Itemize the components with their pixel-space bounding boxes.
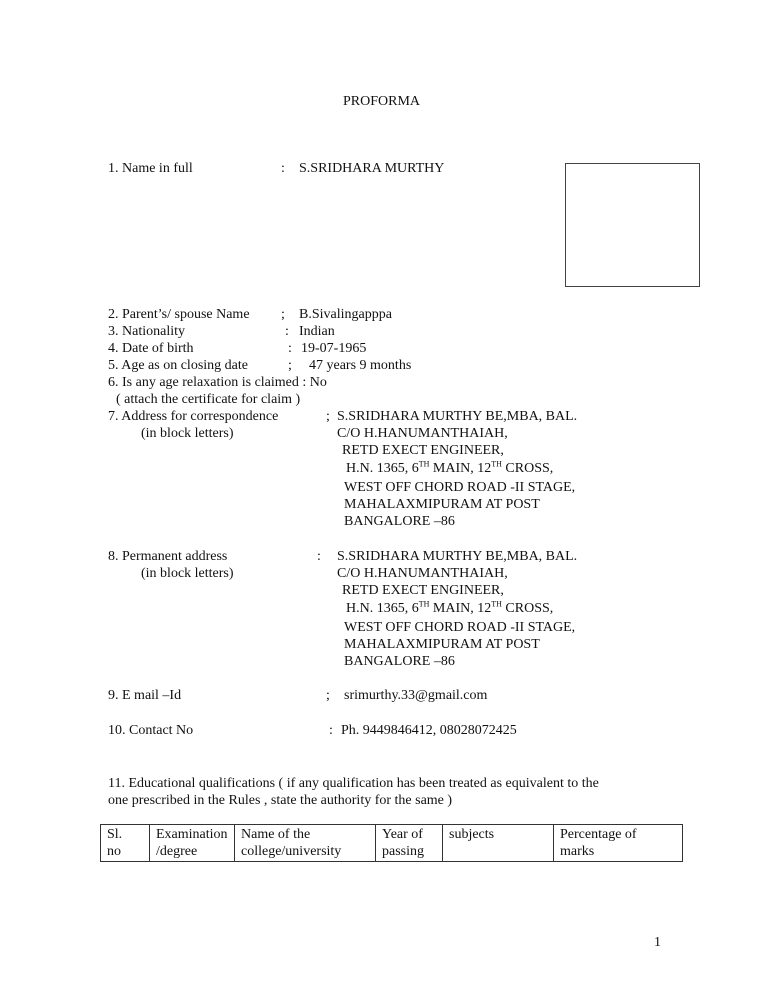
age-relaxation-text: 6. Is any age relaxation is claimed : No bbox=[108, 375, 327, 390]
age-sep: ; bbox=[288, 358, 292, 373]
correspondence-line5: WEST OFF CHORD ROAD -II STAGE, bbox=[344, 480, 576, 495]
parent-label: 2. Parent’s/ spouse Name bbox=[108, 307, 250, 322]
header-college: Name of the college/university bbox=[235, 825, 376, 862]
permanent-line5: WEST OFF CHORD ROAD -II STAGE, bbox=[344, 620, 576, 635]
header-sl-no: Sl. no bbox=[101, 825, 150, 862]
nationality-sep: : bbox=[285, 324, 289, 339]
nationality-label: 3. Nationality bbox=[108, 324, 185, 339]
header-percentage: Percentage of marks bbox=[554, 825, 683, 862]
correspondence-label: 7. Address for correspondence bbox=[108, 409, 279, 424]
table-header-row bbox=[101, 825, 683, 862]
dob-sep: : bbox=[288, 341, 292, 356]
email-sep: ; bbox=[326, 688, 330, 703]
permanent-line4: H.N. 1365, 6TH MAIN, 12TH CROSS, bbox=[346, 599, 554, 616]
education-text-line1: 11. Educational qualifications ( if any qualification has been treated as equivalent to the bbox=[108, 776, 599, 791]
parent-value: B.Sivalingapppa bbox=[299, 307, 392, 322]
dob-label: 4. Date of birth bbox=[108, 341, 194, 356]
permanent-line1: S.SRIDHARA MURTHY BE,MBA, BAL. bbox=[337, 549, 578, 564]
contact-value: Ph. 9449846412, 08028072425 bbox=[341, 723, 517, 738]
contact-label: 10. Contact No bbox=[108, 723, 194, 738]
permanent-line6: MAHALAXMIPURAM AT POST bbox=[344, 637, 540, 652]
correspondence-line6: MAHALAXMIPURAM AT POST bbox=[344, 497, 540, 512]
permanent-line3: RETD EXECT ENGINEER, bbox=[342, 583, 504, 598]
education-text-line2: one prescribed in the Rules , state the authority for the same ) bbox=[108, 793, 453, 808]
age-label: 5. Age as on closing date bbox=[108, 358, 248, 373]
nationality-value: Indian bbox=[299, 324, 335, 339]
name-sep: : bbox=[281, 161, 285, 176]
age-relaxation-note: ( attach the certificate for claim ) bbox=[116, 392, 301, 407]
header-subjects: subjects bbox=[443, 825, 554, 862]
permanent-line2: C/O H.HANUMANTHAIAH, bbox=[337, 566, 508, 581]
email-value: srimurthy.33@gmail.com bbox=[344, 688, 488, 703]
permanent-sep: : bbox=[317, 549, 321, 564]
correspondence-sep: ; bbox=[326, 409, 330, 424]
permanent-line7: BANGALORE –86 bbox=[344, 654, 455, 669]
page-title: PROFORMA bbox=[343, 94, 421, 109]
photo-box bbox=[565, 163, 700, 287]
parent-sep: ; bbox=[281, 307, 285, 322]
header-year: Year of passing bbox=[376, 825, 443, 862]
name-value: S.SRIDHARA MURTHY bbox=[299, 161, 445, 176]
correspondence-sub-label: (in block letters) bbox=[141, 426, 234, 441]
correspondence-line3: RETD EXECT ENGINEER, bbox=[342, 443, 504, 458]
page-number: 1 bbox=[654, 935, 661, 950]
dob-value: 19-07-1965 bbox=[301, 341, 367, 356]
correspondence-line2: C/O H.HANUMANTHAIAH, bbox=[337, 426, 508, 441]
correspondence-line1: S.SRIDHARA MURTHY BE,MBA, BAL. bbox=[337, 409, 578, 424]
name-label: 1. Name in full bbox=[108, 161, 193, 176]
education-table bbox=[100, 824, 683, 862]
contact-sep: : bbox=[329, 723, 333, 738]
correspondence-line7: BANGALORE –86 bbox=[344, 514, 455, 529]
header-examination: Examination /degree bbox=[150, 825, 235, 862]
permanent-label: 8. Permanent address bbox=[108, 549, 228, 564]
age-value: 47 years 9 months bbox=[309, 358, 412, 373]
email-label: 9. E mail –Id bbox=[108, 688, 182, 703]
permanent-sub-label: (in block letters) bbox=[141, 566, 234, 581]
correspondence-line4: H.N. 1365, 6TH MAIN, 12TH CROSS, bbox=[346, 459, 554, 476]
